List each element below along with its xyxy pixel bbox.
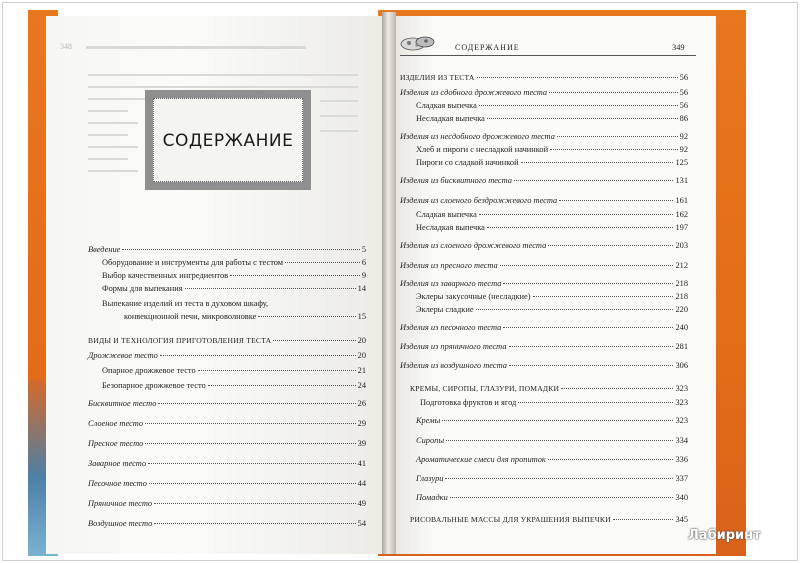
toc-entry-label: Эклеры закусочные (несладкие) bbox=[416, 292, 531, 301]
toc-leader-dots bbox=[477, 77, 678, 78]
toc-entry bbox=[416, 435, 688, 446]
toc-leader-dots bbox=[145, 423, 356, 424]
toc-page-number: 24 bbox=[357, 381, 366, 390]
toc-leader-dots bbox=[613, 519, 674, 520]
toc-entry-label: ИЗДЕЛИЯ ИЗ ТЕСТА bbox=[400, 73, 475, 82]
toc-leader-dots bbox=[503, 283, 673, 284]
toc-leader-dots bbox=[514, 180, 674, 181]
toc-entry bbox=[400, 341, 688, 352]
toc-entry-label: Формы для выпекания bbox=[102, 284, 183, 293]
toc-leader-dots bbox=[509, 346, 674, 347]
toc-page-number: 21 bbox=[357, 366, 366, 375]
toc-leader-dots bbox=[208, 385, 356, 386]
toc-page-number: 86 bbox=[679, 114, 688, 123]
toc-page-number: 49 bbox=[357, 499, 366, 508]
toc-page-number: 29 bbox=[357, 419, 366, 428]
bleed-through-line bbox=[88, 86, 358, 88]
toc-entry bbox=[88, 498, 366, 509]
contents-title-panel bbox=[153, 98, 303, 182]
toc-page-number: 26 bbox=[357, 399, 366, 408]
toc-leader-dots bbox=[548, 245, 673, 246]
toc-entry-label: Заварное тесто bbox=[88, 459, 147, 468]
bleed-through-line bbox=[320, 100, 358, 102]
toc-leader-dots bbox=[285, 262, 360, 263]
toc-leader-dots bbox=[549, 92, 678, 93]
toc-entry-label: Изделия из бисквитного теста bbox=[400, 176, 512, 185]
toc-page-number: 306 bbox=[675, 361, 688, 370]
toc-entry-label: Изделия из заварного теста bbox=[400, 279, 502, 288]
toc-page-number: 14 bbox=[357, 284, 366, 293]
toc-leader-dots bbox=[122, 249, 359, 250]
toc-page-number: 56 bbox=[679, 101, 688, 110]
toc-entry bbox=[416, 454, 688, 465]
toc-page-number: 220 bbox=[675, 305, 688, 314]
toc-entry-label: Дрожжевое тесто bbox=[88, 351, 158, 360]
toc-entry bbox=[102, 380, 366, 391]
toc-entry-label: Изделия из слоеного бездрожжевого теста bbox=[400, 196, 558, 205]
toc-entry bbox=[124, 311, 366, 322]
toc-entry-label: Песочное тесто bbox=[88, 479, 147, 488]
toc-page-number: 345 bbox=[675, 515, 688, 524]
toc-leader-dots bbox=[185, 288, 356, 289]
toc-entry-label: Изделия из слоеного дрожжевого теста bbox=[400, 241, 547, 250]
toc-entry bbox=[88, 350, 366, 361]
toc-entry-label: Сладкая выпечка bbox=[416, 210, 477, 219]
bleed-through-line bbox=[88, 110, 128, 112]
toc-entry-label: Помадки bbox=[416, 493, 448, 502]
toc-page-number: 323 bbox=[675, 398, 688, 407]
toc-leader-dots bbox=[148, 463, 356, 464]
toc-entry-label: Воздушное тесто bbox=[88, 519, 153, 528]
toc-entry-label: Эклеры сладкие bbox=[416, 305, 474, 314]
toc-entry-label: конвекционной печи, микроволновке bbox=[124, 312, 257, 321]
toc-entry bbox=[410, 514, 688, 525]
toc-page-number: 334 bbox=[675, 436, 688, 445]
toc-page-number: 323 bbox=[675, 384, 688, 393]
toc-leader-dots bbox=[273, 340, 355, 341]
toc-page-number: 56 bbox=[679, 73, 688, 82]
toc-leader-dots bbox=[230, 275, 360, 276]
toc-entry-label: Опарное дрожжевое тесто bbox=[102, 366, 196, 375]
toc-page-number: 131 bbox=[675, 176, 688, 185]
toc-entry bbox=[102, 298, 366, 309]
toc-entry bbox=[416, 473, 688, 484]
toc-entry bbox=[400, 322, 688, 333]
toc-leader-dots bbox=[559, 200, 673, 201]
toc-entry bbox=[88, 478, 366, 489]
toc-entry-label: Изделия из воздушного теста bbox=[400, 361, 507, 370]
toc-leader-dots bbox=[450, 497, 674, 498]
toc-page-number: 218 bbox=[675, 292, 688, 301]
toc-page-number: 39 bbox=[357, 439, 366, 448]
toc-entry-label: Изделия из сдобного дрожжевого теста bbox=[400, 88, 548, 97]
toc-leader-dots bbox=[479, 214, 674, 215]
toc-page-number: 20 bbox=[357, 351, 366, 360]
toc-page-number: 15 bbox=[357, 312, 366, 321]
toc-entry-label: Несладкая выпечка bbox=[416, 114, 485, 123]
toc-entry-label: Подготовка фруктов и ягод bbox=[420, 398, 517, 407]
toc-page-number: 20 bbox=[357, 336, 366, 345]
toc-entry-label: Сладкая выпечка bbox=[416, 101, 477, 110]
toc-entry bbox=[400, 175, 688, 186]
toc-leader-dots bbox=[550, 149, 678, 150]
toc-page-number: 203 bbox=[675, 241, 688, 250]
toc-leader-dots bbox=[445, 478, 673, 479]
toc-leader-dots bbox=[521, 162, 674, 163]
toc-entry bbox=[416, 144, 688, 155]
toc-leader-dots bbox=[476, 309, 674, 310]
toc-entry-label: ВИДЫ И ТЕХНОЛОГИЯ ПРИГОТОВЛЕНИЯ ТЕСТА bbox=[88, 336, 272, 345]
toc-entry bbox=[88, 458, 366, 469]
toc-page-number: 218 bbox=[675, 279, 688, 288]
toc-entry-label: Оборудование и инструменты для работы с тестом bbox=[102, 258, 284, 267]
toc-entry-label: Ароматические смеси для пропиток bbox=[416, 455, 546, 464]
toc-page-number: 41 bbox=[357, 459, 366, 468]
bleed-through-line bbox=[88, 74, 358, 76]
toc-entry-label: Безопарное дрожжевое тесто bbox=[102, 381, 206, 390]
bleed-through-line bbox=[320, 130, 358, 132]
toc-entry bbox=[416, 209, 688, 220]
toc-entry-label: Пряничное тесто bbox=[88, 499, 153, 508]
toc-entry-label: Изделия из пряничного теста bbox=[400, 342, 507, 351]
contents-title-box bbox=[145, 90, 311, 190]
toc-entry-label: Изделия из пресного теста bbox=[400, 261, 498, 270]
bleed-through-line bbox=[88, 134, 128, 136]
left-folio: 348 bbox=[60, 42, 72, 51]
bleed-through-line bbox=[88, 146, 138, 148]
toc-page-number: 5 bbox=[361, 245, 366, 254]
toc-entry bbox=[102, 270, 366, 281]
toc-entry-label: Хлеб и пироги с несладкой начинкой bbox=[416, 145, 549, 154]
toc-entry-label: Изделия из несдобного дрожжевого теста bbox=[400, 132, 555, 141]
toc-entry-label: Выбор качественных ингредиентов bbox=[102, 271, 229, 280]
bleed-through-line bbox=[88, 122, 138, 124]
toc-entry bbox=[420, 397, 688, 408]
toc-entry bbox=[416, 113, 688, 124]
toc-page-number: 54 bbox=[357, 519, 366, 528]
bleed-through-line bbox=[88, 170, 138, 172]
toc-leader-dots bbox=[160, 355, 356, 356]
toc-page-number: 337 bbox=[675, 474, 688, 483]
toc-page-number: 44 bbox=[357, 479, 366, 488]
toc-entry-label: КРЕМЫ, СИРОПЫ, ГЛАЗУРИ, ПОМАДКИ bbox=[410, 384, 560, 393]
toc-entry bbox=[416, 304, 688, 315]
toc-leader-dots bbox=[518, 402, 673, 403]
toc-leader-dots bbox=[503, 327, 673, 328]
toc-entry bbox=[416, 415, 688, 426]
toc-entry bbox=[400, 131, 688, 142]
toc-entry bbox=[416, 291, 688, 302]
toc-entry bbox=[416, 492, 688, 503]
toc-page-number: 212 bbox=[675, 261, 688, 270]
right-folio: 349 bbox=[672, 43, 685, 52]
toc-leader-dots bbox=[487, 118, 678, 119]
toc-page-number: 6 bbox=[361, 258, 366, 267]
toc-entry-label: Бисквитное тесто bbox=[88, 399, 157, 408]
toc-leader-dots bbox=[149, 483, 356, 484]
toc-leader-dots bbox=[557, 136, 678, 137]
toc-entry bbox=[102, 257, 366, 268]
toc-leader-dots bbox=[548, 459, 674, 460]
toc-entry bbox=[88, 335, 366, 346]
toc-leader-dots bbox=[446, 440, 673, 441]
toc-leader-dots bbox=[198, 370, 356, 371]
bleed-through-line bbox=[88, 98, 148, 100]
toc-entry-label: Пироги со сладкой начинкой bbox=[416, 158, 519, 167]
toc-entry-label: Несладкая выпечка bbox=[416, 223, 485, 232]
toc-entry-label: Выпекание изделий из теста в духовом шкафу, bbox=[102, 299, 269, 308]
toc-entry bbox=[416, 100, 688, 111]
toc-entry bbox=[416, 157, 688, 168]
toc-page-number: 336 bbox=[675, 455, 688, 464]
toc-entry-label: Пресное тесто bbox=[88, 439, 144, 448]
toc-entry bbox=[88, 418, 366, 429]
toc-entry bbox=[400, 260, 688, 271]
book-ornament-icon bbox=[399, 34, 437, 52]
toc-entry-label: Сиропы bbox=[416, 436, 445, 445]
toc-leader-dots bbox=[500, 265, 674, 266]
toc-entry-label: Кремы bbox=[416, 416, 441, 425]
toc-leader-dots bbox=[158, 403, 355, 404]
toc-entry bbox=[400, 195, 688, 206]
toc-entry bbox=[400, 240, 688, 251]
toc-page-number: 92 bbox=[679, 132, 688, 141]
toc-page-number: 340 bbox=[675, 493, 688, 502]
toc-entry bbox=[88, 244, 366, 255]
toc-entry-label: Изделия из песочного теста bbox=[400, 323, 502, 332]
toc-entry bbox=[400, 87, 688, 98]
toc-entry-label: Слоеное тесто bbox=[88, 419, 144, 428]
toc-leader-dots bbox=[533, 296, 674, 297]
toc-page-number: 281 bbox=[675, 342, 688, 351]
toc-page-number: 125 bbox=[675, 158, 688, 167]
toc-leader-dots bbox=[145, 443, 355, 444]
toc-entry bbox=[400, 360, 688, 371]
toc-page-number: 197 bbox=[675, 223, 688, 232]
toc-entry bbox=[410, 383, 688, 394]
toc-entry bbox=[102, 365, 366, 376]
toc-leader-dots bbox=[509, 365, 673, 366]
left-running-head-bleed bbox=[86, 46, 306, 49]
toc-leader-dots bbox=[258, 316, 355, 317]
toc-page-number: 56 bbox=[679, 88, 688, 97]
toc-leader-dots bbox=[154, 503, 356, 504]
toc-entry bbox=[102, 283, 366, 294]
toc-entry-label: РИСОВАЛЬНЫЕ МАССЫ ДЛЯ УКРАШЕНИЯ ВЫПЕЧКИ bbox=[410, 515, 611, 524]
toc-page-number: 9 bbox=[361, 271, 366, 280]
header-rule bbox=[400, 55, 696, 56]
toc-leader-dots bbox=[561, 388, 673, 389]
toc-entry-label: Введение bbox=[88, 245, 121, 254]
right-running-head: СОДЕРЖАНИЕ bbox=[455, 43, 520, 52]
contents-title: СОДЕРЖАНИЕ bbox=[162, 131, 294, 151]
toc-entry bbox=[400, 72, 688, 83]
watermark-logo: Лабиринт bbox=[688, 528, 761, 543]
toc-entry bbox=[400, 278, 688, 289]
toc-entry bbox=[88, 398, 366, 409]
toc-entry bbox=[416, 222, 688, 233]
bleed-through-line bbox=[88, 158, 128, 160]
toc-page-number: 161 bbox=[675, 196, 688, 205]
toc-entry-label: Глазури bbox=[416, 474, 444, 483]
toc-page-number: 240 bbox=[675, 323, 688, 332]
toc-entry bbox=[88, 438, 366, 449]
toc-page-number: 162 bbox=[675, 210, 688, 219]
toc-page-number: 323 bbox=[675, 416, 688, 425]
toc-leader-dots bbox=[442, 420, 673, 421]
toc-leader-dots bbox=[154, 523, 355, 524]
toc-page-number: 92 bbox=[679, 145, 688, 154]
bleed-through-line bbox=[320, 115, 358, 117]
toc-leader-dots bbox=[479, 105, 678, 106]
toc-leader-dots bbox=[487, 227, 674, 228]
book-gutter bbox=[382, 12, 396, 554]
toc-entry bbox=[88, 518, 366, 529]
